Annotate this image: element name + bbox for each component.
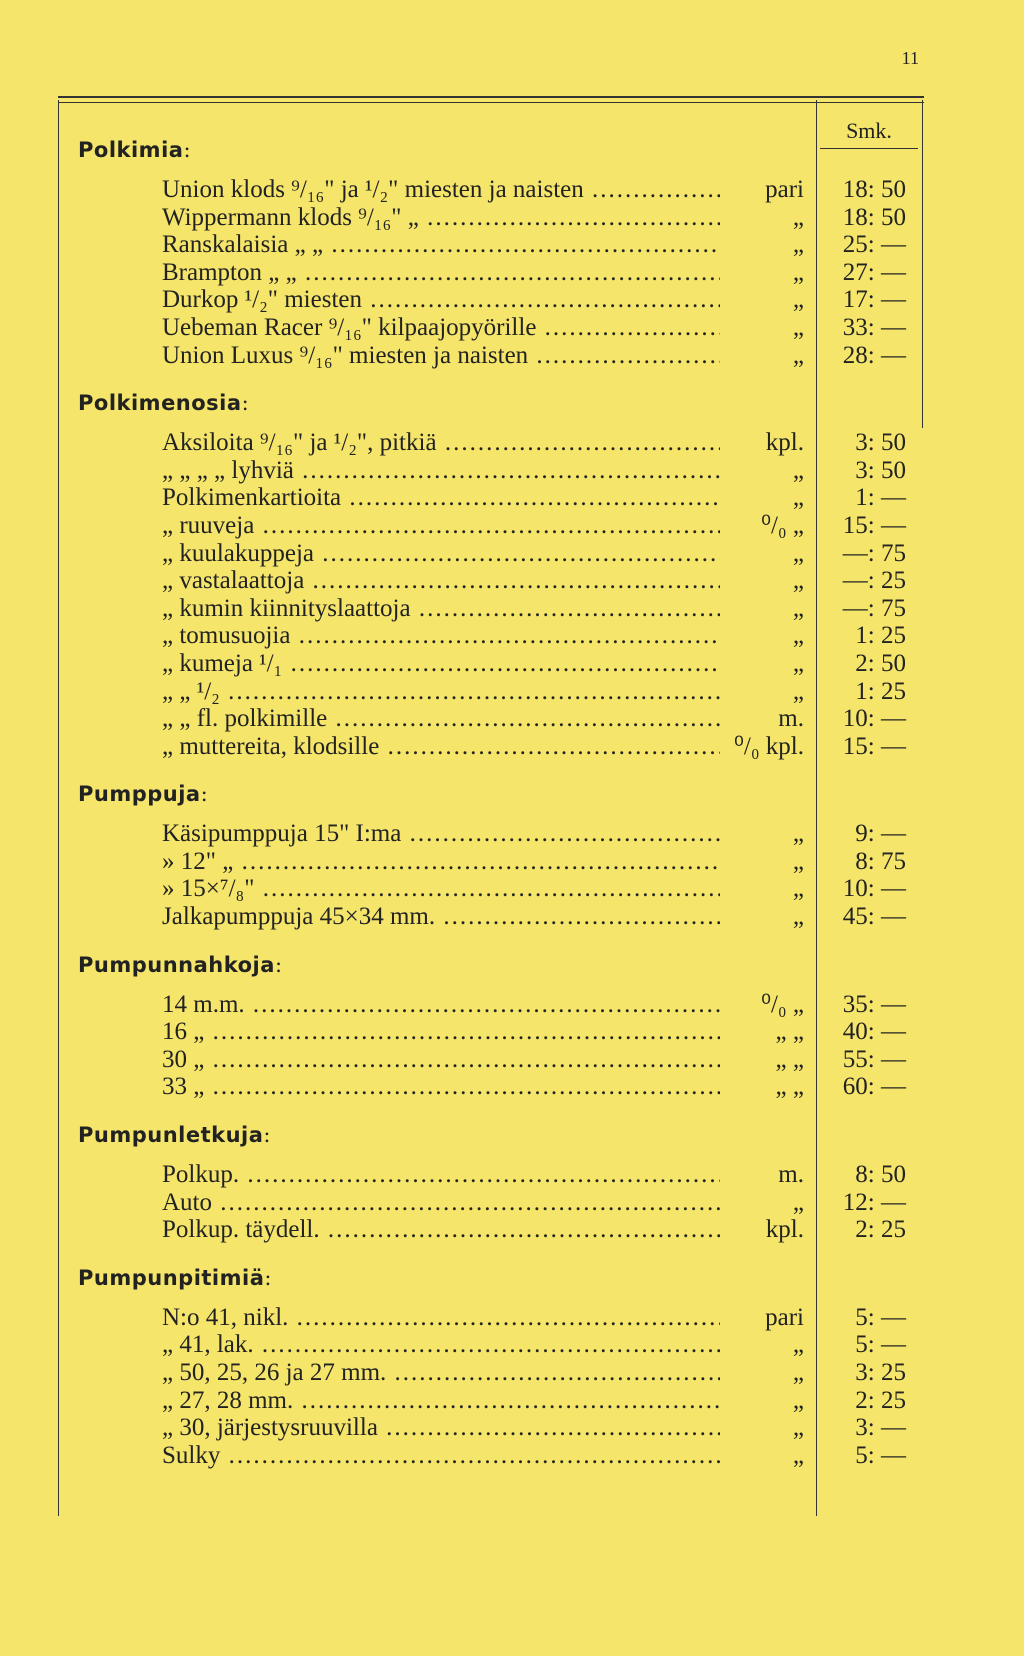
price-row <box>0 1073 1024 1101</box>
price-row <box>0 429 1024 457</box>
item-price: 60: — <box>842 1073 906 1101</box>
item-label: „ 50, 25, 26 ja 27 mm. ..... <box>162 1359 772 1387</box>
item-price: 33: — <box>842 313 906 341</box>
item-unit: „ <box>720 286 804 314</box>
section-title: Pumpunletkuja <box>78 1123 264 1148</box>
item-unit: „ <box>720 875 804 903</box>
price-row <box>0 1387 1024 1415</box>
item-label: 14 m.m. ..... <box>162 991 772 1019</box>
item-unit: „ <box>720 1414 804 1442</box>
item-label: Polkup. ..... <box>162 1161 772 1189</box>
item-label: „ muttereita, klodsille ..... <box>162 733 772 761</box>
price-row <box>0 1304 1024 1332</box>
price-row <box>0 678 1024 706</box>
price-row <box>0 622 1024 650</box>
section-title: Pumpunpitimiä <box>78 1265 265 1290</box>
item-label: Wippermann klods ⁹/₁₆" „ ..... <box>162 204 772 232</box>
item-price: 2: 50 <box>855 649 906 677</box>
item-label: Polkimenkartioita ..... <box>162 484 772 512</box>
price-row <box>0 567 1024 595</box>
item-label: Jalkapumppuja 45×34 mm. ..... <box>162 903 772 931</box>
item-price: 12: — <box>842 1188 906 1216</box>
item-label: Aksiloita ⁹/₁₆" ja ¹/₂", pitkiä ..... <box>162 429 772 457</box>
item-label: „ kumeja ¹/₁ ..... <box>162 650 772 678</box>
item-label: „ kumin kiinnityslaattoja ..... <box>162 595 772 623</box>
price-row <box>0 484 1024 512</box>
currency-header: Smk. <box>846 118 892 143</box>
price-row <box>0 1189 1024 1217</box>
item-price: —: 75 <box>842 594 906 622</box>
item-unit: „ <box>720 457 804 485</box>
price-row <box>0 457 1024 485</box>
item-price: —: 75 <box>842 539 906 567</box>
item-unit: „ <box>720 1331 804 1359</box>
price-row <box>0 512 1024 540</box>
item-label: 33 „ ..... <box>162 1073 772 1101</box>
item-unit: pari <box>720 1304 804 1332</box>
section-heading <box>78 951 1024 979</box>
item-label: „ „ ¹/₂ ..... <box>162 678 772 706</box>
item-price: 3: — <box>855 1414 906 1442</box>
item-price: 18: 50 <box>842 203 906 231</box>
price-row <box>0 650 1024 678</box>
section-title: Polkimia <box>78 138 184 162</box>
item-price: 8: 50 <box>855 1161 906 1189</box>
item-label: „ „ fl. polkimille ..... <box>162 705 772 733</box>
item-price: 15: — <box>842 511 906 539</box>
price-row <box>0 1216 1024 1244</box>
item-label: Auto ..... <box>162 1189 772 1217</box>
item-label: Union Luxus ⁹/₁₆" miesten ja naisten ..... <box>162 342 772 370</box>
price-row <box>0 848 1024 876</box>
price-row <box>0 705 1024 733</box>
item-unit: „ <box>720 820 804 848</box>
item-label: „ 41, lak. ..... <box>162 1331 772 1359</box>
price-row <box>0 231 1024 259</box>
item-unit: „ <box>720 204 804 232</box>
item-label: Polkup. täydell. ..... <box>162 1216 772 1244</box>
price-row <box>0 733 1024 761</box>
item-price: 10: — <box>842 705 906 733</box>
section-colon: : <box>263 1123 271 1148</box>
item-unit: „ <box>720 540 804 568</box>
item-label: „ 30, järjestysruuvilla ..... <box>162 1414 772 1442</box>
item-price: 2: 25 <box>855 1386 906 1414</box>
price-row <box>0 875 1024 903</box>
price-row <box>0 1359 1024 1387</box>
section-heading <box>78 389 1024 417</box>
item-unit: „ <box>720 342 804 370</box>
price-row <box>0 820 1024 848</box>
page-number: 11 <box>901 48 919 68</box>
item-label: Ranskalaisia „ „ ..... <box>162 231 772 259</box>
item-price: 3: 50 <box>855 429 906 457</box>
item-price: 3: 50 <box>855 456 906 484</box>
item-unit: ⁰/₀ kpl. <box>720 733 804 761</box>
section-colon: : <box>200 782 209 807</box>
item-price: 5: — <box>855 1303 906 1331</box>
section-colon: : <box>274 952 283 977</box>
item-unit: „ <box>720 567 804 595</box>
item-unit: kpl. <box>720 429 804 457</box>
item-unit: „ „ <box>720 1018 804 1046</box>
section-heading <box>78 1264 1024 1292</box>
item-price: 17: — <box>842 286 906 314</box>
item-price: 8: 75 <box>855 847 906 875</box>
price-row <box>0 1414 1024 1442</box>
item-label: Sulky ..... <box>162 1442 772 1470</box>
item-unit: kpl. <box>720 1216 804 1244</box>
item-price: 18: 50 <box>842 176 906 203</box>
section-title: Pumppuja <box>78 782 201 807</box>
item-price: 3: 25 <box>855 1359 906 1386</box>
price-row <box>0 259 1024 287</box>
item-label: „ ruuveja ..... <box>162 512 772 540</box>
item-price: 5: — <box>855 1441 906 1469</box>
item-unit: ⁰/₀ „ <box>720 991 804 1019</box>
item-unit: „ <box>720 622 804 650</box>
item-unit: „ <box>720 259 804 287</box>
item-unit: m. <box>720 1161 804 1189</box>
item-price: 25: — <box>842 231 906 259</box>
item-unit: „ <box>720 1442 804 1470</box>
item-price: —: 25 <box>842 567 906 595</box>
item-price: 10: — <box>842 875 906 903</box>
item-unit: „ <box>720 1359 804 1387</box>
section-colon: : <box>264 1265 272 1290</box>
section-colon: : <box>241 391 250 416</box>
item-price: 1: — <box>855 484 906 512</box>
item-label: „ vastalaattoja ..... <box>162 567 772 595</box>
price-row <box>0 1442 1024 1470</box>
item-label: » 15×⁷/₈" ..... <box>162 875 772 903</box>
item-unit: pari <box>720 176 804 204</box>
price-row <box>0 286 1024 314</box>
price-list <box>0 136 1024 1489</box>
item-price: 2: 25 <box>855 1216 906 1244</box>
item-price: 28: — <box>842 341 906 369</box>
item-label: „ 27, 28 mm. ..... <box>162 1387 772 1415</box>
item-unit: „ „ <box>720 1073 804 1101</box>
price-row <box>0 204 1024 232</box>
price-row <box>0 991 1024 1019</box>
section-title: Pumpunnahkoja <box>78 952 275 977</box>
item-price: 1: 25 <box>855 677 906 705</box>
item-price: 15: — <box>842 732 906 760</box>
item-unit: „ <box>720 903 804 931</box>
item-unit: „ „ <box>720 1046 804 1074</box>
item-label: Uebeman Racer ⁹/₁₆" kilpaajopyörille ..... <box>162 314 772 342</box>
item-price: 1: 25 <box>855 622 906 650</box>
item-price: 27: — <box>842 258 906 286</box>
item-unit: „ <box>720 231 804 259</box>
item-label: Union klods ⁹/₁₆" ja ¹/₂" miesten ja naisten ..... <box>162 176 772 204</box>
price-row <box>0 595 1024 623</box>
section-heading <box>78 1121 1024 1149</box>
item-price: 55: — <box>842 1045 906 1073</box>
item-label: Durkop ¹/₂" miesten ..... <box>162 286 772 314</box>
item-label: 16 „ ..... <box>162 1018 772 1046</box>
price-row <box>0 903 1024 931</box>
top-double-rule <box>58 96 924 103</box>
item-label: » 12" „ ..... <box>162 848 772 876</box>
section-heading <box>78 136 1024 164</box>
item-label: „ kuulakuppeja ..... <box>162 540 772 568</box>
price-row <box>0 1161 1024 1189</box>
price-row <box>0 176 1024 204</box>
price-row <box>0 540 1024 568</box>
item-price: 5: — <box>855 1331 906 1359</box>
item-label: „ „ „ „ lyhviä ..... <box>162 457 772 485</box>
item-label: Brampton „ „ ..... <box>162 259 772 287</box>
item-label: 30 „ ..... <box>162 1046 772 1074</box>
item-unit: „ <box>720 678 804 706</box>
price-row <box>0 314 1024 342</box>
section-colon: : <box>183 138 192 162</box>
item-unit: „ <box>720 595 804 623</box>
item-price: 40: — <box>842 1018 906 1046</box>
item-price: 9: — <box>855 820 906 848</box>
item-unit: m. <box>720 705 804 733</box>
item-price: 45: — <box>842 903 906 931</box>
price-row <box>0 1046 1024 1074</box>
section-heading <box>78 780 1024 808</box>
section-title: Polkimenosia <box>78 391 242 416</box>
item-label: Käsipumppuja 15" I:ma ..... <box>162 820 772 848</box>
price-row <box>0 1331 1024 1359</box>
item-unit: „ <box>720 848 804 876</box>
item-unit: „ <box>720 1189 804 1217</box>
price-row <box>0 1018 1024 1046</box>
item-price: 35: — <box>842 990 906 1018</box>
item-label: „ tomusuojia ..... <box>162 622 772 650</box>
item-unit: „ <box>720 1387 804 1415</box>
price-row <box>0 342 1024 370</box>
item-unit: „ <box>720 650 804 678</box>
item-unit: ⁰/₀ „ <box>720 512 804 540</box>
item-label: N:o 41, nikl. ..... <box>162 1304 772 1332</box>
item-unit: „ <box>720 484 804 512</box>
item-unit: „ <box>720 314 804 342</box>
